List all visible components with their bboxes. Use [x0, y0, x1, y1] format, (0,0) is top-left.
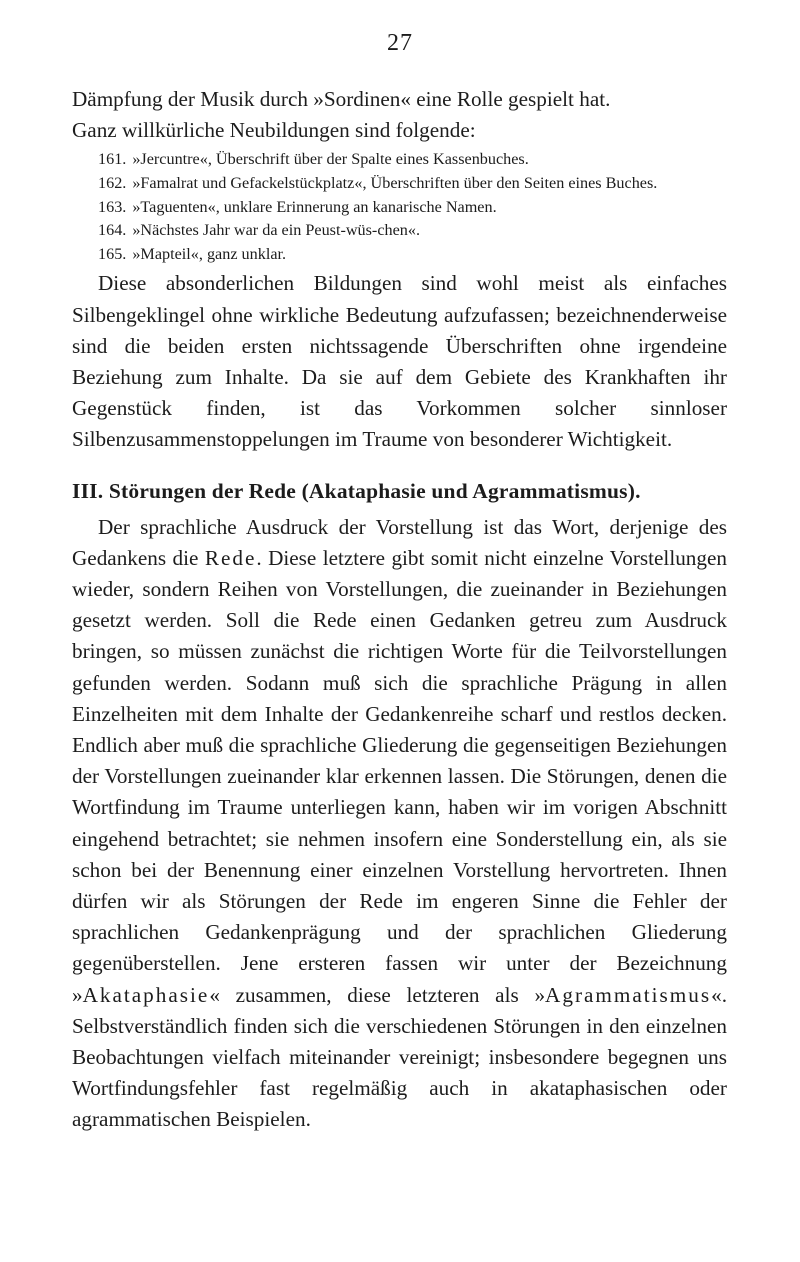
example-number: 164.: [98, 221, 127, 240]
example-number: 161.: [98, 150, 127, 169]
page-body: [72, 84, 727, 1136]
example-list: [72, 148, 727, 266]
paragraph-text: « zusammen, diese letzteren als »: [209, 982, 546, 1007]
paragraph-text: «. Selbstverständlich finden sich die verschiedenen Störungen in den einzelnen Beobachtungen vielfach miteinander vereinigt; insbesondere begegnen uns Wortfindungsfehler fast regelmäßig auch in akataphasischen oder agrammatischen Beispielen.: [72, 982, 727, 1132]
intro-lead: Ganz willkürliche Neubildungen sind folgende:: [72, 118, 476, 143]
list-item: [72, 243, 727, 267]
section-heading: III. Störungen der Rede (Akataphasie und Agrammatismus).: [72, 478, 641, 503]
list-item: [72, 148, 727, 172]
paragraph-text: . Diese letztere gibt somit nicht einzelne Vorstellungen wieder, sondern Reihen von Vorstellungen, die zueinander in Beziehungen gesetzt werden. Soll die Rede einen Gedanken getreu zum Ausdruck bringen, so müssen zunächst die richtigen Worte für die Teilvorstellungen gefunden werden. Sodann muß sich die sprachliche Prägung in allen Einzelheiten mit dem Inhalte der Gedankenreihe scharf und restlos decken. Endlich aber muß die sprachliche Gliederung die gegenseitigen Beziehungen der Vorstellungen zueinander klar erkennen lassen. Die Störungen, denen die Wortfindung im Traume unterliegen kann, haben wir im vorigen Abschnitt eingehend betrachtet; sie nehmen insofern eine Sonderstellung ein, als sie schon bei der Benennung einer einzelnen Vorstellung hervortreten. Ihnen dürfen wir als Störungen der Rede im engeren Sinne die Fehler der sprachlichen Gedankenprägung und der sprachlichen Gliederung gegenüberstellen. Jene ersteren fassen wir unter der Bezeichnung »: [72, 545, 727, 1007]
example-text: »Famalrat und Gefackelstückplatz«, Überschriften über den Seiten eines Buches.: [132, 174, 658, 192]
example-number: 162.: [98, 174, 127, 192]
paragraph-rede: [72, 512, 727, 1136]
example-text: »Mapteil«, ganz unklar.: [132, 244, 287, 263]
list-item: [72, 172, 727, 196]
list-item: [72, 219, 727, 243]
term-rede: Rede: [204, 545, 257, 570]
term-akataphasie: Akataphasie: [82, 982, 210, 1007]
example-text: »Nächstes Jahr war da ein Peust-wüs-chen«.: [132, 221, 421, 240]
example-number: 163.: [98, 197, 127, 216]
paragraph-silbengeklingel: Diese absonderlichen Bildungen sind wohl meist als einfaches Silbengeklingel ohne wirkliche Bedeutung aufzufassen; bezeichnenderweise sind die beiden ersten nichtssagende Überschriften ohne irgendeine Beziehung zum Inhalte. Da sie auf dem Gebiete des Krankhaften ihr Gegenstück finden, ist das Vorkommen solcher sinnloser Silbenzusammenstoppelungen im Traume von besonderer Wichtigkeit.: [72, 271, 727, 452]
example-number: 165.: [98, 244, 127, 263]
list-item: [72, 196, 727, 220]
page-number: 27: [387, 30, 413, 56]
example-text: »Jercuntre«, Überschrift über der Spalte eines Kassenbuches.: [132, 150, 529, 169]
term-agrammatismus: Agrammatismus: [545, 982, 712, 1007]
example-text: »Taguenten«, unklare Erinnerung an kanarische Namen.: [132, 197, 497, 216]
intro-line: Dämpfung der Musik durch »Sordinen« eine Rolle gespielt hat.: [72, 87, 611, 111]
paragraph-text: Der sprachliche Ausdruck der Vorstellung ist das Wort, derjenige des Gedankens die: [72, 514, 727, 570]
